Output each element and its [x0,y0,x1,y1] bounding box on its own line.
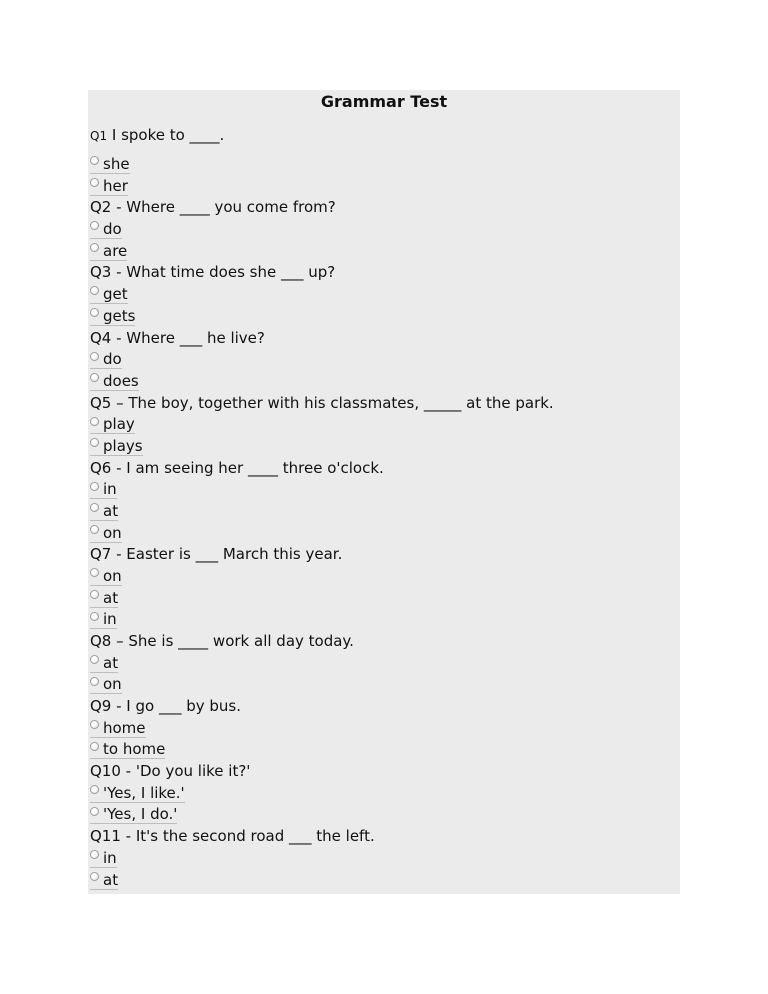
option-label: in [90,850,117,868]
option-label: on [90,568,122,586]
question-text: Q4 - Where ___ he live? [90,328,265,347]
question-text: Q2 - Where ____ you come from? [90,198,336,217]
option-label: at [90,872,118,890]
question-text: Q9 - I go ___ by bus. [90,697,242,716]
radio-button[interactable] [90,807,99,816]
question-text: Q11 - It's the second road ___ the left. [90,827,375,846]
answer-option[interactable] [90,306,680,328]
option-label: home [90,720,146,738]
question-text: Q5 – The boy, together with his classmates, _____ at the park. [90,393,554,412]
option-label: do [90,221,122,239]
answer-option[interactable] [90,675,680,697]
radio-button[interactable] [90,742,99,751]
question-number: Q1 [90,129,108,143]
radio-button[interactable] [90,525,99,534]
question-text: I spoke to ____. [111,126,225,144]
radio-button[interactable] [90,352,99,361]
answer-option[interactable] [90,653,680,675]
question-text: Q8 – She is ____ work all day today. [90,632,354,651]
option-label: to home [90,741,165,759]
option-label: do [90,351,122,369]
answer-option[interactable] [90,740,680,762]
answer-option[interactable] [90,870,680,892]
answer-option[interactable] [90,176,680,198]
radio-button[interactable] [90,872,99,881]
option-label: at [90,503,118,521]
question-text: Q10 - 'Do you like it?' [90,762,251,781]
option-label: 'Yes, I do.' [90,806,177,824]
option-label: on [90,676,122,694]
option-label: in [90,481,117,499]
answer-option[interactable] [90,479,680,501]
question-text: Q7 - Easter is ___ March this year. [90,545,343,564]
radio-button[interactable] [90,417,99,426]
answer-option[interactable] [90,783,680,805]
radio-button[interactable] [90,612,99,621]
test-panel [88,90,680,894]
answer-option[interactable] [90,371,680,393]
answer-option[interactable] [90,609,680,631]
question-1 [88,126,680,154]
answer-option[interactable] [90,284,680,306]
option-label: at [90,590,118,608]
question-text: Q3 - What time does she ___ up? [90,263,336,282]
answer-option[interactable] [90,219,680,241]
answer-option[interactable] [90,566,680,588]
option-label: does [90,373,139,391]
answer-option[interactable] [90,241,680,263]
option-label: in [90,611,117,629]
option-label: plays [90,438,143,456]
answer-option[interactable] [90,718,680,740]
radio-button[interactable] [90,482,99,491]
answer-option[interactable] [90,523,680,545]
option-label: at [90,655,118,673]
answer-option[interactable] [90,805,680,827]
option-label: on [90,525,122,543]
option-label: get [90,286,128,304]
answer-option[interactable] [90,154,680,176]
answer-option[interactable] [90,848,680,870]
option-label: play [90,416,135,434]
option-label: her [90,178,128,196]
option-label: she [90,156,130,174]
answer-option[interactable] [90,501,680,523]
option-label: gets [90,308,135,326]
question-list [88,154,680,891]
question-text: Q6 - I am seeing her ____ three o'clock. [90,458,384,477]
answer-option[interactable] [90,436,680,458]
option-label: are [90,243,127,261]
radio-button[interactable] [90,178,99,187]
radio-button[interactable] [90,677,99,686]
page-title: Grammar Test [320,92,448,111]
option-label: 'Yes, I like.' [90,785,185,803]
answer-option[interactable] [90,414,680,436]
answer-option[interactable] [90,588,680,610]
answer-option[interactable] [90,349,680,371]
